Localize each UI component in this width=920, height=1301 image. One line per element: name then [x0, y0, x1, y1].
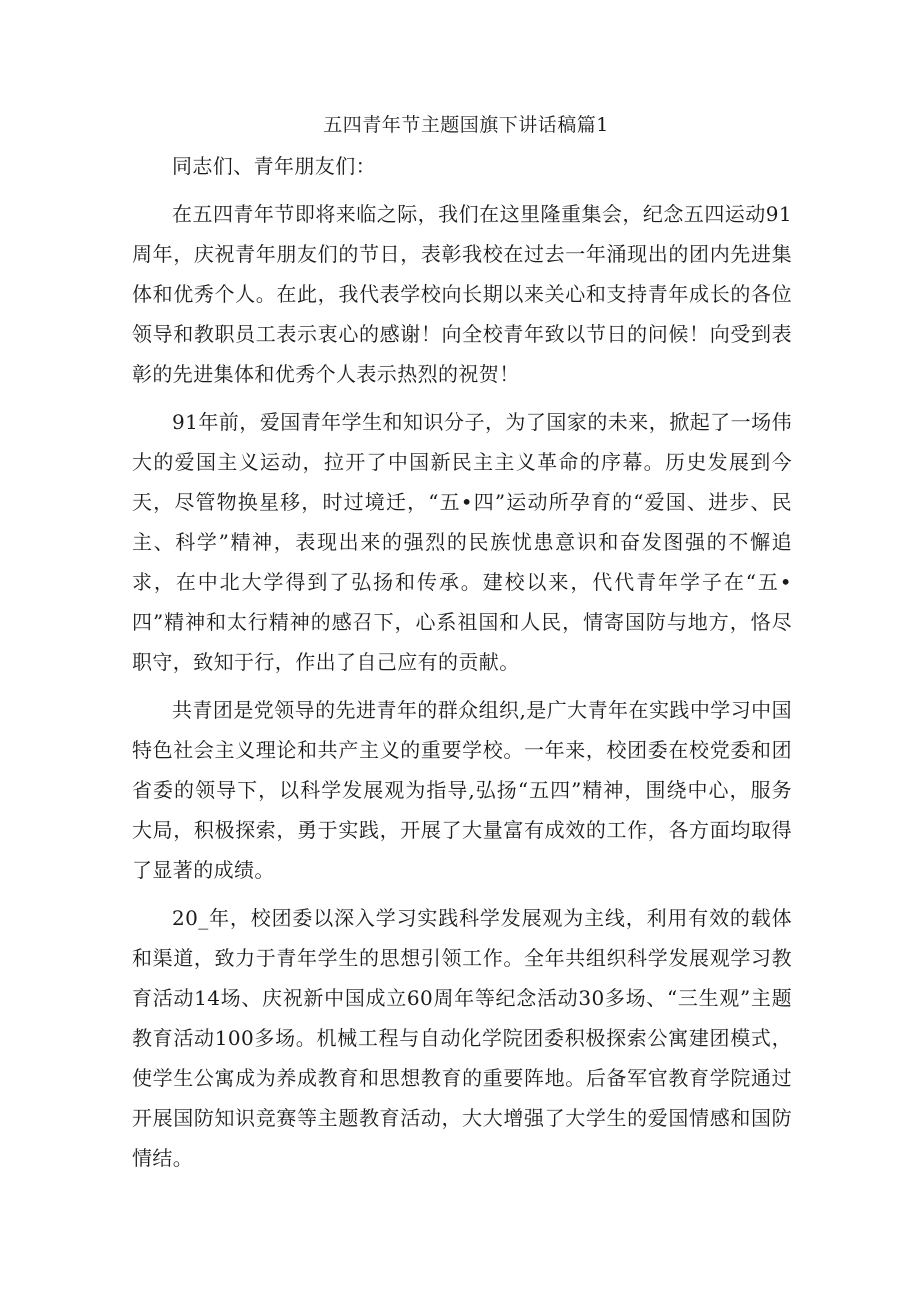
document-title: 五四青年节主题国旗下讲话稿篇1: [323, 114, 609, 136]
body-paragraph: 91年前，爱国青年学生和知识分子，为了国家的未来，掀起了一场伟大的爱国主义运动，拉开了中国新民主主义革命的序幕。历史发展到今天，尽管物换星移，时过境迁，“五•四”运动所孕育的“爱国、进步、民主、科学”精神，表现出来的强烈的民族忧患意识和奋发图强的不懈追求，在中北大学得到了弘扬和传承。建校以来，代代青年学子在“五•四”精神和太行精神的感召下，心系祖国和人民，情寄国防与地方，恪尽职守，致知于行，作出了自己应有的贡献。: [132, 410, 792, 674]
body-paragraph: 在五四青年节即将来临之际，我们在这里隆重集会，纪念五四运动91周年，庆祝青年朋友们的节日，表彰我校在过去一年涌现出的团内先进集体和优秀个人。在此，我代表学校向长期以来关心和支持青年成长的各位领导和教职员工表示衷心的感谢！向全校青年致以节日的问候！向受到表彰的先进集体和优秀个人表示热烈的祝贺！: [132, 202, 792, 386]
document-body: [132, 108, 792, 1186]
salutation-paragraph: 同志们、青年朋友们：: [172, 154, 376, 178]
body-paragraph: 20_年，校团委以深入学习实践科学发展观为主线，利用有效的载体和渠道，致力于青年学生的思想引领工作。全年共组织科学发展观学习教育活动14场、庆祝新中国成立60周年等纪念活动30多场、“三生观”主题教育活动100多场。机械工程与自动化学院团委积极探索公寓建团模式，使学生公寓成为养成教育和思想教育的重要阵地。后备军官教育学院通过开展国防知识竞赛等主题教育活动，大大增强了大学生的爱国情感和国防情结。: [132, 906, 792, 1170]
body-paragraph: 共青团是党领导的先进青年的群众组织,是广大青年在实践中学习中国特色社会主义理论和共产主义的重要学校。一年来，校团委在校党委和团省委的领导下，以科学发展观为指导,弘扬“五四”精神，围绕中心，服务大局，积极探索，勇于实践，开展了大量富有成效的工作，各方面均取得了显著的成绩。: [132, 698, 792, 882]
